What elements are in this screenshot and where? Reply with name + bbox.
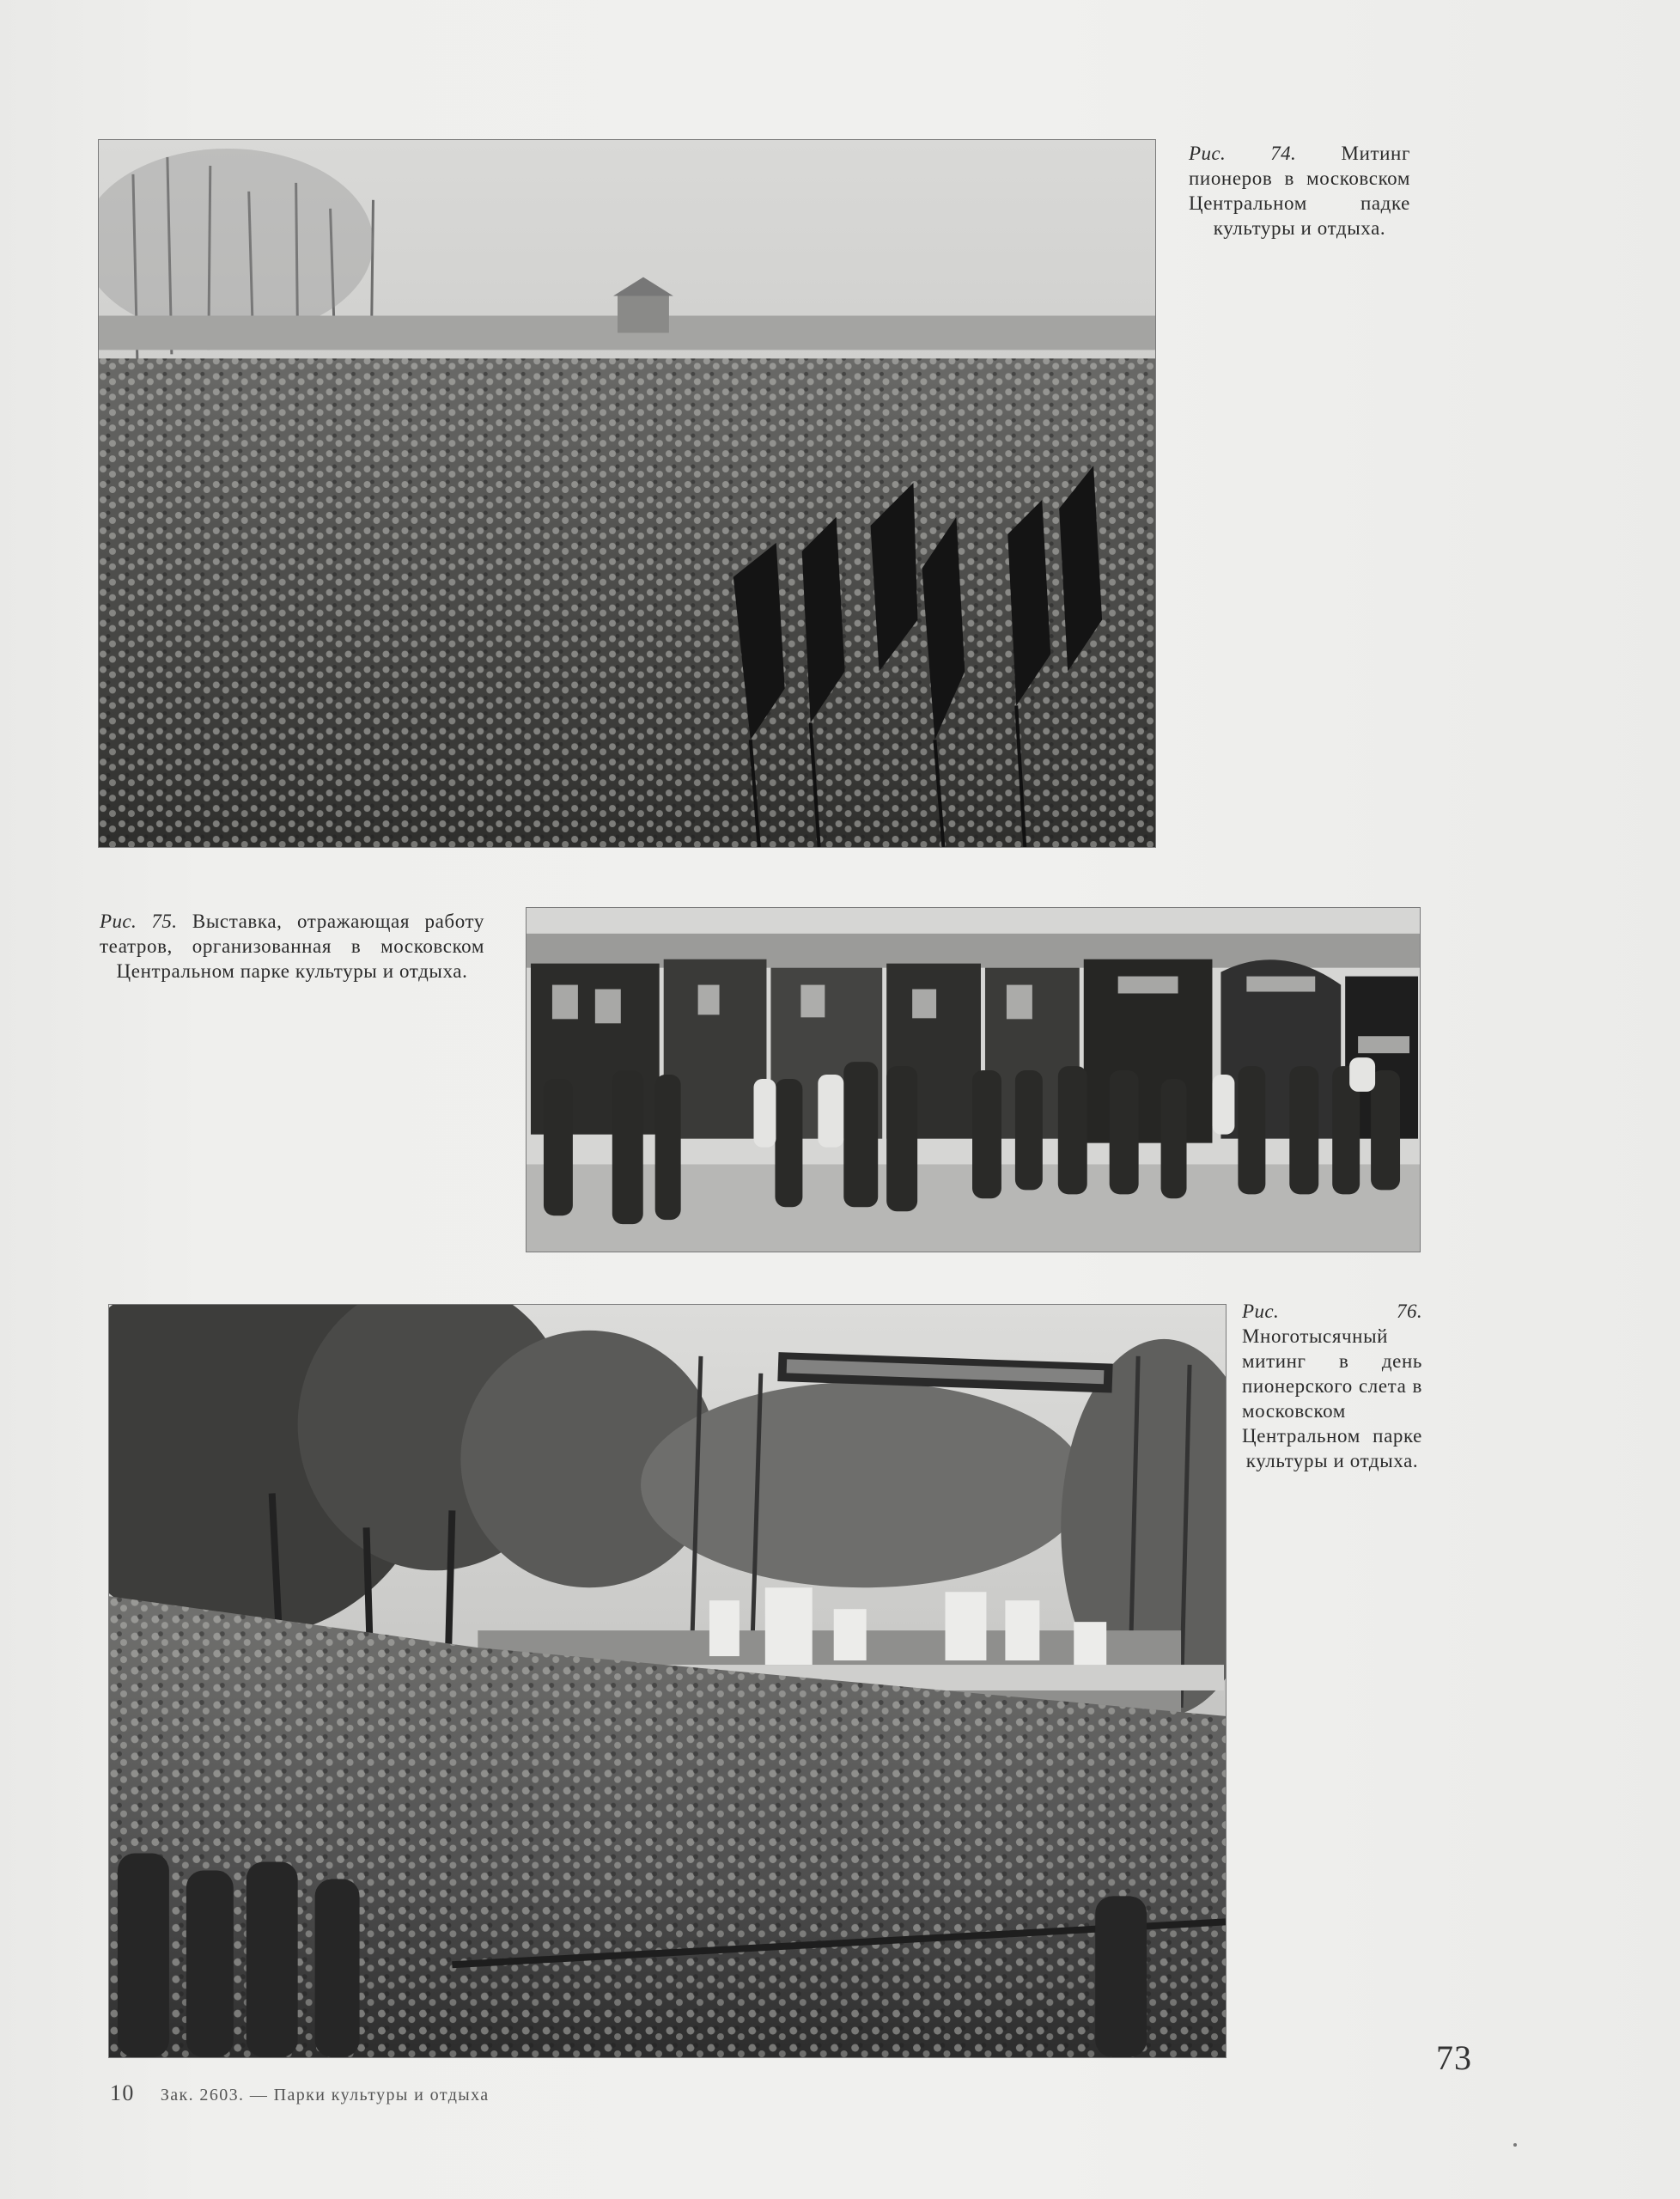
figure-75-text: Выставка, отражающая работу театров, организованная в московском Центральном парке культуры и отдыха. xyxy=(100,911,484,982)
page-number: 73 xyxy=(1436,2038,1472,2077)
photo-theatre-exhibition xyxy=(526,907,1421,1252)
photo-pioneers-meeting xyxy=(98,139,1156,848)
sheet-signature: 10 xyxy=(110,2080,135,2105)
figure-75-caption xyxy=(100,909,484,984)
photo-theatre-exhibition-image xyxy=(527,908,1420,1252)
figure-75-label: Рис. 75. xyxy=(100,911,178,932)
figure-76-label: Рис. 76. xyxy=(1242,1301,1422,1322)
figure-74-text: Митинг пионеров в московском Центральном падке культуры и отдыха. xyxy=(1189,143,1410,239)
printer-footer xyxy=(110,2080,490,2106)
photo-pioneers-meeting-image xyxy=(99,140,1155,847)
figure-74-label: Рис. 74. xyxy=(1189,143,1297,164)
figure-74-caption xyxy=(1189,141,1410,241)
footer-text: Зак. 2603. — Парки культуры и отдыха xyxy=(160,2086,490,2105)
photo-pioneer-rally-image xyxy=(109,1305,1226,2057)
figure-76-caption xyxy=(1242,1299,1422,1473)
paper-speck xyxy=(1513,2143,1517,2147)
figure-76-text: Многотысячный митинг в день пионерского слета в московском Центральном парке культуры и отдыха. xyxy=(1242,1325,1422,1471)
photo-pioneer-rally xyxy=(108,1304,1227,2058)
